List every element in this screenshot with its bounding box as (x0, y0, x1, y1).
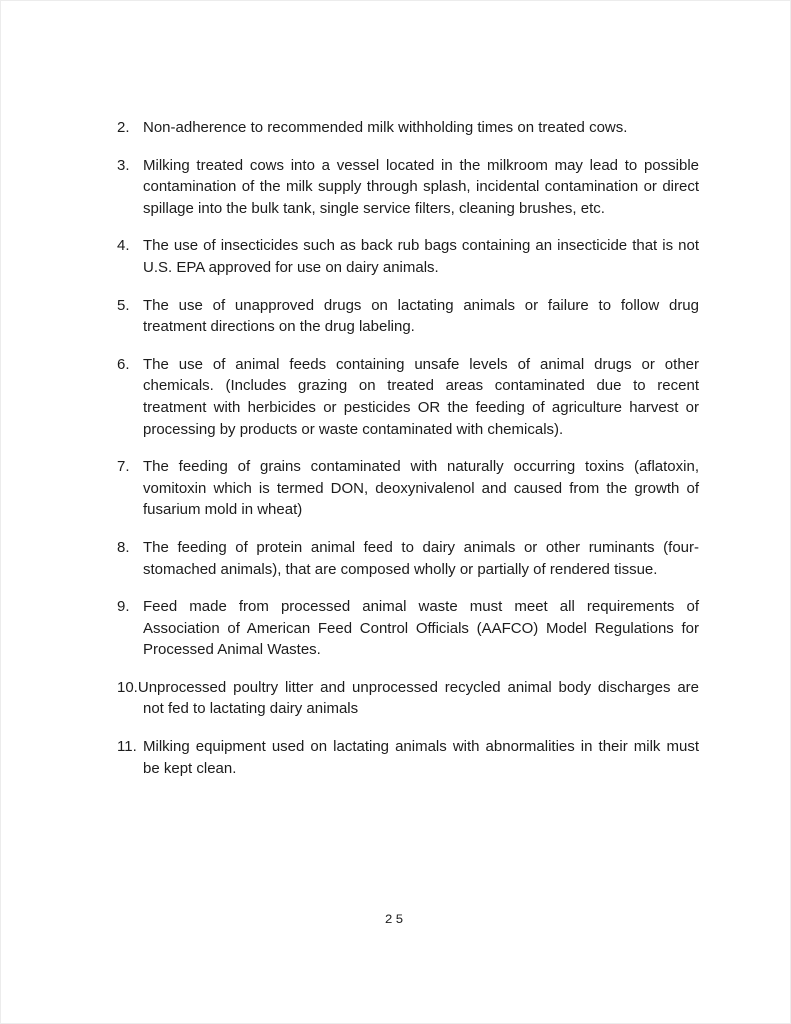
list-item-number: 3. (117, 156, 130, 174)
list-item-text: Non-adherence to recommended milk withholding times on treated cows. (143, 119, 628, 136)
list-item-text: The use of animal feeds containing unsafe levels of animal drugs or other chemicals. (Includes grazing on treated areas contaminated due to recent treatment with herbicides or pesticides OR the feeding of agriculture harvest or processing by products or waste contaminated with chemicals). (143, 355, 699, 438)
list-item (117, 537, 699, 580)
list-item (117, 596, 699, 661)
list-item-number: 7. (117, 458, 130, 476)
list-item-text: Unprocessed poultry litter and unprocessed recycled animal body discharges are not fed to lactating dairy animals (137, 678, 699, 718)
list-item-number: 9. (117, 598, 130, 616)
list-item-number: 11. (117, 738, 137, 756)
list-item-text: The feeding of grains contaminated with naturally occurring toxins (aflatoxin, vomitoxin which is termed DON, deoxynivalenol and caused from the growth of fusarium mold in wheat) (143, 458, 699, 519)
numbered-list (117, 117, 699, 795)
list-item-text: The use of unapproved drugs on lactating animals or failure to follow drug treatment directions on the drug labeling. (143, 296, 699, 336)
list-item-text: Milking equipment used on lactating animals with abnormalities in their milk must be kept clean. (143, 738, 699, 777)
list-item-number: 10. (117, 678, 138, 696)
list-item (117, 155, 699, 220)
list-item-number: 6. (117, 355, 130, 373)
page-number: 25 (384, 912, 407, 927)
list-item (117, 354, 699, 440)
list-item (117, 117, 699, 139)
list-item (117, 295, 699, 338)
list-item-number: 8. (117, 538, 130, 556)
list-item-text: Feed made from processed animal waste must meet all requirements of Association of American Feed Control Officials (AAFCO) Model Regulations for Processed Animal Wastes. (143, 598, 699, 659)
list-item (117, 235, 699, 278)
list-item-text: The feeding of protein animal feed to dairy animals or other ruminants (four-stomached animals), that are composed wholly or partially of rendered tissue. (143, 538, 699, 578)
list-item-text: Milking treated cows into a vessel located in the milkroom may lead to possible contamination of the milk supply through splash, incidental contamination or direct spillage into the bulk tank, single service filters, cleaning brushes, etc. (143, 156, 699, 217)
list-item-text: The use of insecticides such as back rub bags containing an insecticide that is not U.S. EPA approved for use on dairy animals. (143, 237, 699, 276)
list-item-number: 2. (117, 119, 130, 136)
list-item (117, 456, 699, 521)
list-item-number: 5. (117, 296, 130, 314)
list-item (117, 736, 699, 779)
list-item-number: 4. (117, 237, 130, 255)
list-item (117, 677, 699, 720)
